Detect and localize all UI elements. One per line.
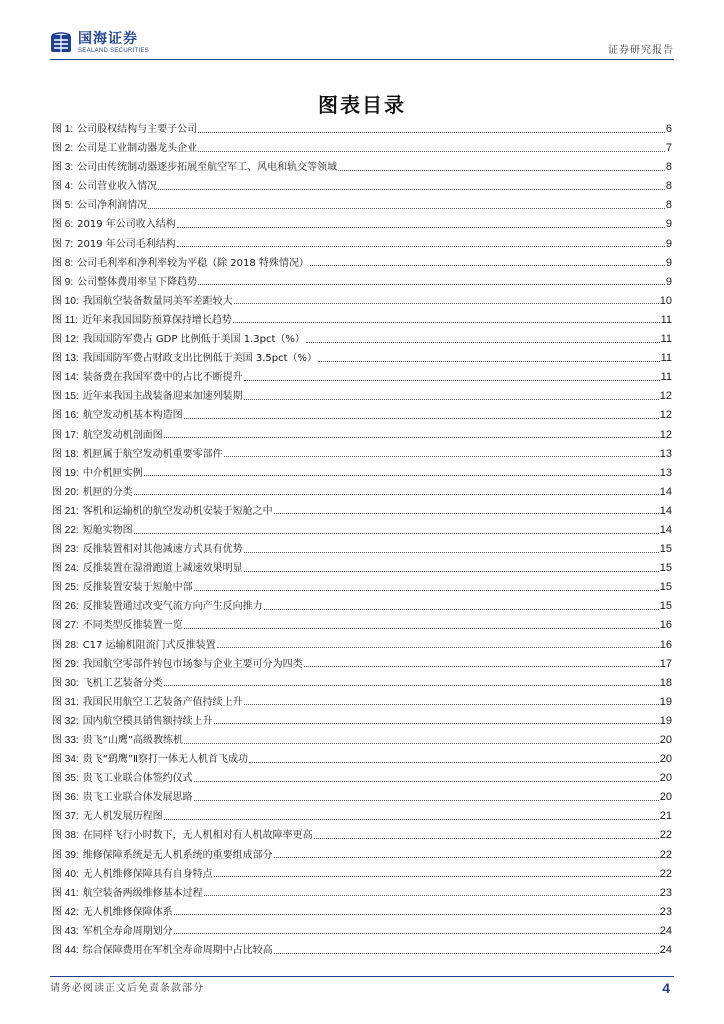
toc-dot-leader <box>217 640 659 648</box>
toc-entry-number: 图 39: <box>52 849 79 861</box>
toc-entry-number: 图 22: <box>52 524 79 536</box>
toc-dot-leader <box>314 831 659 839</box>
toc-entry-number: 图 43: <box>52 925 79 937</box>
toc-entry-number: 图 7: <box>52 238 74 250</box>
toc-entry-page: 18 <box>659 676 672 689</box>
toc-entry[interactable] <box>52 769 672 788</box>
toc-dot-leader <box>194 774 659 782</box>
toc-entry-page: 12 <box>659 428 672 441</box>
toc-entry-title: C17 运输机阻流门式反推装置 <box>82 639 216 651</box>
toc-entry-page: 20 <box>659 753 672 766</box>
toc-entry-number: 图 32: <box>52 715 79 727</box>
toc-entry-page: 17 <box>659 657 672 670</box>
toc-dot-leader <box>244 545 659 553</box>
toc-entry-page: 6 <box>665 123 672 135</box>
toc-dot-leader <box>318 354 660 362</box>
toc-entry-title: 无人机维修保障具有自身特点 <box>82 868 213 880</box>
toc-entry-page: 16 <box>659 638 672 651</box>
toc-entry-title: 我国航空装备数量同美军差距较大 <box>82 295 233 307</box>
toc-entry-page: 22 <box>659 867 672 880</box>
toc-entry-page: 15 <box>659 581 672 594</box>
toc-entry-number: 图 28: <box>52 639 79 651</box>
toc-entry[interactable] <box>52 540 672 559</box>
toc-dot-leader <box>244 697 659 705</box>
toc-entry-number: 图 13: <box>52 353 79 365</box>
toc-entry-page: 13 <box>659 466 672 479</box>
footer-divider <box>50 976 674 977</box>
toc-entry-page: 24 <box>659 944 672 957</box>
toc-entry-title: 军机全寿命周期划分 <box>82 925 173 937</box>
toc-entry-number: 图 25: <box>52 582 79 594</box>
toc-dot-leader <box>214 716 659 724</box>
toc-dot-leader <box>264 602 659 610</box>
toc-entry[interactable] <box>52 502 672 521</box>
toc-entry-number: 图 5: <box>52 200 74 212</box>
toc-dot-leader <box>177 239 665 247</box>
toc-dot-leader <box>198 144 665 152</box>
toc-entry[interactable] <box>52 826 672 845</box>
toc-entry[interactable] <box>52 903 672 922</box>
toc-entry-number: 图 6: <box>52 219 74 231</box>
toc-dot-leader <box>164 812 659 820</box>
toc-entry[interactable] <box>52 941 672 960</box>
toc-entry-number: 图 31: <box>52 696 79 708</box>
toc-dot-leader <box>177 220 665 228</box>
toc-dot-leader <box>158 182 665 190</box>
toc-entry-title: 航空发动机基本构造图 <box>82 410 183 422</box>
toc-dot-leader <box>204 888 659 896</box>
toc-dot-leader <box>338 163 665 171</box>
company-logo <box>50 28 149 58</box>
toc-entry[interactable] <box>52 292 672 311</box>
toc-entry-number: 图 21: <box>52 505 79 517</box>
toc-entry-title: 维修保障系统是无人机系统的重要组成部分 <box>82 849 273 861</box>
toc-entry-number: 图 8: <box>52 257 74 269</box>
toc-entry[interactable] <box>52 330 672 349</box>
toc-entry-page: 12 <box>659 390 672 403</box>
toc-entry[interactable] <box>52 254 672 273</box>
toc-entry-number: 图 42: <box>52 906 79 918</box>
toc-entry-title: 国内航空模具销售额持续上升 <box>82 715 213 727</box>
toc-entry-title: 公司整体费用率呈下降趋势 <box>77 276 198 288</box>
toc-entry-number: 图 38: <box>52 830 79 842</box>
toc-entry[interactable] <box>52 731 672 750</box>
toc-entry-number: 图 40: <box>52 868 79 880</box>
toc-entry-title: 我国航空零部件转包市场参与企业主要可分为四类 <box>82 658 303 670</box>
toc-dot-leader <box>233 315 660 323</box>
toc-entry-title: 贵飞工业联合体发展思路 <box>82 792 193 804</box>
toc-entry-number: 图 24: <box>52 563 79 575</box>
toc-entry-page: 20 <box>659 791 672 804</box>
toc-entry-page: 20 <box>659 772 672 785</box>
toc-entry-number: 图 1: <box>52 124 74 135</box>
toc-entry-page: 11 <box>660 371 672 384</box>
toc-entry[interactable] <box>52 158 672 177</box>
toc-entry[interactable] <box>52 387 672 406</box>
toc-dot-leader <box>174 926 659 934</box>
toc-entry[interactable] <box>52 215 672 234</box>
toc-entry[interactable] <box>52 177 672 196</box>
toc-dot-leader <box>174 907 659 915</box>
footer-disclaimer: 请务必阅读正文后免责条款部分 <box>50 983 204 994</box>
toc-dot-leader <box>310 258 665 266</box>
toc-entry-page: 10 <box>659 294 672 307</box>
toc-entry[interactable] <box>52 597 672 616</box>
toc-entry-title: 装备费在我国军费中的占比不断提升 <box>82 372 243 384</box>
toc-entry[interactable] <box>52 636 672 655</box>
toc-dot-leader <box>306 335 660 343</box>
toc-dot-leader <box>134 487 659 495</box>
toc-entry-title: 贵飞“鹞鹰”Ⅱ察打一体无人机首飞成功 <box>82 754 248 766</box>
toc-entry-title: 在同样飞行小时数下，无人机相对有人机故障率更高 <box>82 830 313 842</box>
toc-entry-page: 19 <box>659 714 672 727</box>
toc-entry-page: 9 <box>665 218 672 231</box>
toc-entry-page: 9 <box>665 275 672 288</box>
toc-dot-leader <box>164 678 659 686</box>
toc-entry-number: 图 36: <box>52 792 79 804</box>
toc-entry[interactable] <box>52 788 672 807</box>
toc-dot-leader <box>134 526 659 534</box>
toc-entry-number: 图 30: <box>52 677 79 689</box>
toc-entry-number: 图 18: <box>52 448 79 460</box>
toc-dot-leader <box>194 583 659 591</box>
header-divider <box>50 59 674 60</box>
toc-entry-title: 机匣属于航空发动机重要零部件 <box>82 448 223 460</box>
toc-entry-title: 近年来我国主战装备迎来加速列装期 <box>82 391 243 403</box>
toc-entry-number: 图 20: <box>52 486 79 498</box>
toc-entry-page: 22 <box>659 848 672 861</box>
sealand-logo-icon <box>50 32 72 54</box>
toc-entry-title: 反推装置在湿滑跑道上减速效果明显 <box>82 563 243 575</box>
toc-entry-page: 13 <box>659 447 672 460</box>
toc-entry-number: 图 10: <box>52 295 79 307</box>
toc-dot-leader <box>274 946 659 954</box>
toc-entry-title: 反推装置通过改变气流方向产生反向推力 <box>82 601 263 613</box>
toc-entry-number: 图 41: <box>52 887 79 899</box>
toc-entry[interactable] <box>52 712 672 731</box>
toc-entry-title: 2019 年公司收入结构 <box>77 219 176 231</box>
toc-entry-title: 我国国防军费占 GDP 比例低于美国 1.3pct（%） <box>82 334 305 346</box>
toc-entry-title: 近年来我国国防预算保持增长趋势 <box>81 314 232 326</box>
toc-entry-title: 客机和运输机的航空发动机安装于短舱之中 <box>82 505 273 517</box>
toc-dot-leader <box>224 449 659 457</box>
toc-entry-page: 14 <box>659 504 672 517</box>
toc-dot-leader <box>144 468 659 476</box>
toc-entry[interactable] <box>52 483 672 502</box>
toc-entry-number: 图 27: <box>52 620 79 632</box>
toc-entry-number: 图 12: <box>52 334 79 346</box>
toc-entry[interactable] <box>52 807 672 826</box>
toc-entry[interactable] <box>52 445 672 464</box>
toc-entry[interactable] <box>52 139 672 158</box>
toc-entry-number: 图 35: <box>52 773 79 785</box>
toc-entry-title: 航空发动机剖面图 <box>82 429 163 441</box>
toc-dot-leader <box>214 869 659 877</box>
toc-entry[interactable] <box>52 674 672 693</box>
toc-entry-title: 我国国防军费占财政支出比例低于美国 3.5pct（%） <box>82 353 318 365</box>
toc-entry[interactable] <box>52 406 672 425</box>
toc-entry-number: 图 23: <box>52 544 79 556</box>
toc-entry-title: 贵飞“山鹰”高级教练机 <box>82 735 184 746</box>
toc-entry-number: 图 34: <box>52 754 79 766</box>
toc-dot-leader <box>184 621 659 629</box>
page-number: 4 <box>662 980 670 996</box>
toc-entry-page: 21 <box>659 810 672 823</box>
toc-entry[interactable] <box>52 311 672 330</box>
toc-dot-leader <box>184 411 659 419</box>
toc-entry[interactable] <box>52 750 672 769</box>
toc-entry-page: 11 <box>660 352 672 365</box>
toc-entry-title: 我国民用航空工艺装备产值持续上升 <box>82 696 243 708</box>
toc-entry-number: 图 16: <box>52 410 79 422</box>
toc-entry-title: 综合保障费用在军机全寿命周期中占比较高 <box>82 945 273 957</box>
toc-entry[interactable] <box>52 846 672 865</box>
toc-entry[interactable] <box>52 349 672 368</box>
toc-entry-page: 7 <box>665 142 672 155</box>
toc-dot-leader <box>148 201 665 209</box>
toc-dot-leader <box>244 373 660 381</box>
toc-entry-number: 图 26: <box>52 601 79 613</box>
toc-entry[interactable] <box>52 196 672 215</box>
toc-entry-number: 图 14: <box>52 372 79 384</box>
toc-entry-page: 16 <box>659 619 672 632</box>
toc-dot-leader <box>194 793 659 801</box>
toc-dot-leader <box>198 277 665 285</box>
toc-entry[interactable] <box>52 426 672 445</box>
toc-entry-title: 公司净利润情况 <box>77 200 148 212</box>
toc-entry-title: 公司营业收入情况 <box>77 181 158 193</box>
toc-dot-leader <box>198 125 665 133</box>
toc-entry-page: 9 <box>665 256 672 269</box>
page-title: 图表目录 <box>318 93 406 117</box>
toc-dot-leader <box>304 659 659 667</box>
toc-entry-page: 22 <box>659 829 672 842</box>
toc-entry-number: 图 17: <box>52 429 79 441</box>
toc-entry-title: 飞机工艺装备分类 <box>82 677 163 689</box>
toc-entry[interactable] <box>52 655 672 674</box>
toc-entry-title: 航空装备两级维修基本过程 <box>82 887 203 899</box>
report-type-label: 证券研究报告 <box>608 45 674 56</box>
toc-entry-page: 14 <box>659 485 672 498</box>
toc-entry[interactable] <box>52 120 672 139</box>
toc-entry-title: 短舱实物图 <box>82 524 133 536</box>
toc-entry-title: 无人机发展历程图 <box>82 811 163 823</box>
toc-dot-leader <box>249 755 659 763</box>
toc-dot-leader <box>234 296 659 304</box>
toc-entry-title: 2019 年公司毛利结构 <box>77 238 176 250</box>
toc-entry[interactable] <box>52 521 672 540</box>
toc-entry-number: 图 33: <box>52 735 79 746</box>
toc-entry-page: 19 <box>659 695 672 708</box>
toc-dot-leader <box>164 430 659 438</box>
toc-entry-title: 公司股权结构与主要子公司 <box>77 124 198 135</box>
toc-entry[interactable] <box>52 559 672 578</box>
toc-entry[interactable] <box>52 464 672 483</box>
toc-entry[interactable] <box>52 235 672 254</box>
toc-entry-page: 12 <box>659 409 672 422</box>
toc-entry[interactable] <box>52 865 672 884</box>
toc-entry-number: 图 19: <box>52 467 79 479</box>
toc-entry-number: 图 11: <box>52 314 78 326</box>
toc-dot-leader <box>274 506 659 514</box>
table-of-figures <box>52 120 672 960</box>
toc-entry-title: 公司是工业制动器龙头企业 <box>77 143 198 155</box>
toc-entry-number: 图 29: <box>52 658 79 670</box>
toc-entry-page: 8 <box>665 161 672 174</box>
toc-entry-number: 图 15: <box>52 391 79 403</box>
toc-entry-title: 不同类型反推装置一览 <box>82 620 183 632</box>
toc-entry[interactable] <box>52 693 672 712</box>
toc-entry-page: 11 <box>660 313 672 326</box>
toc-entry-page: 20 <box>659 734 672 746</box>
toc-entry-page: 8 <box>665 180 672 193</box>
toc-entry-number: 图 9: <box>52 276 74 288</box>
toc-entry-title: 无人机维修保障体系 <box>82 906 173 918</box>
toc-entry-number: 图 37: <box>52 811 79 823</box>
toc-entry-title: 公司由传统制动器逐步拓展至航空军工、风电和轨交等领域 <box>77 162 338 174</box>
toc-entry-page: 15 <box>659 543 672 556</box>
toc-dot-leader <box>184 736 659 744</box>
logo-english-name: SEALAND SECURITIES <box>78 48 150 54</box>
toc-entry[interactable] <box>52 884 672 903</box>
toc-entry-page: 14 <box>659 523 672 536</box>
toc-entry-page: 15 <box>659 562 672 575</box>
toc-entry-page: 15 <box>659 600 672 613</box>
toc-entry[interactable] <box>52 273 672 292</box>
toc-entry[interactable] <box>52 578 672 597</box>
toc-entry-page: 23 <box>659 905 672 918</box>
toc-entry-page: 8 <box>665 199 672 212</box>
toc-entry-number: 图 44: <box>52 945 79 957</box>
toc-entry-title: 反推装置相对其他减速方式具有优势 <box>82 544 243 556</box>
toc-entry-page: 11 <box>660 333 672 346</box>
toc-entry-number: 图 3: <box>52 162 74 174</box>
toc-dot-leader <box>244 564 659 572</box>
toc-entry-number: 图 2: <box>52 143 74 155</box>
toc-entry[interactable] <box>52 616 672 635</box>
toc-entry-page: 23 <box>659 886 672 899</box>
toc-entry-number: 图 4: <box>52 181 74 193</box>
toc-entry[interactable] <box>52 922 672 941</box>
page-header <box>50 28 674 62</box>
toc-dot-leader <box>244 392 659 400</box>
logo-chinese-name: 国海证券 <box>78 31 138 47</box>
toc-entry-page: 24 <box>659 924 672 937</box>
toc-entry-title: 贵飞工业联合体签约仪式 <box>82 773 193 785</box>
toc-entry[interactable] <box>52 368 672 387</box>
toc-dot-leader <box>274 850 659 858</box>
toc-entry-title: 中介机匣实例 <box>82 467 143 479</box>
toc-entry-page: 9 <box>665 237 672 250</box>
toc-entry-title: 公司毛利率和净利率较为平稳（除 2018 特殊情况） <box>77 257 309 269</box>
toc-entry-title: 机匣的分类 <box>82 486 133 498</box>
toc-entry-title: 反推装置安装于短舱中部 <box>82 582 193 594</box>
